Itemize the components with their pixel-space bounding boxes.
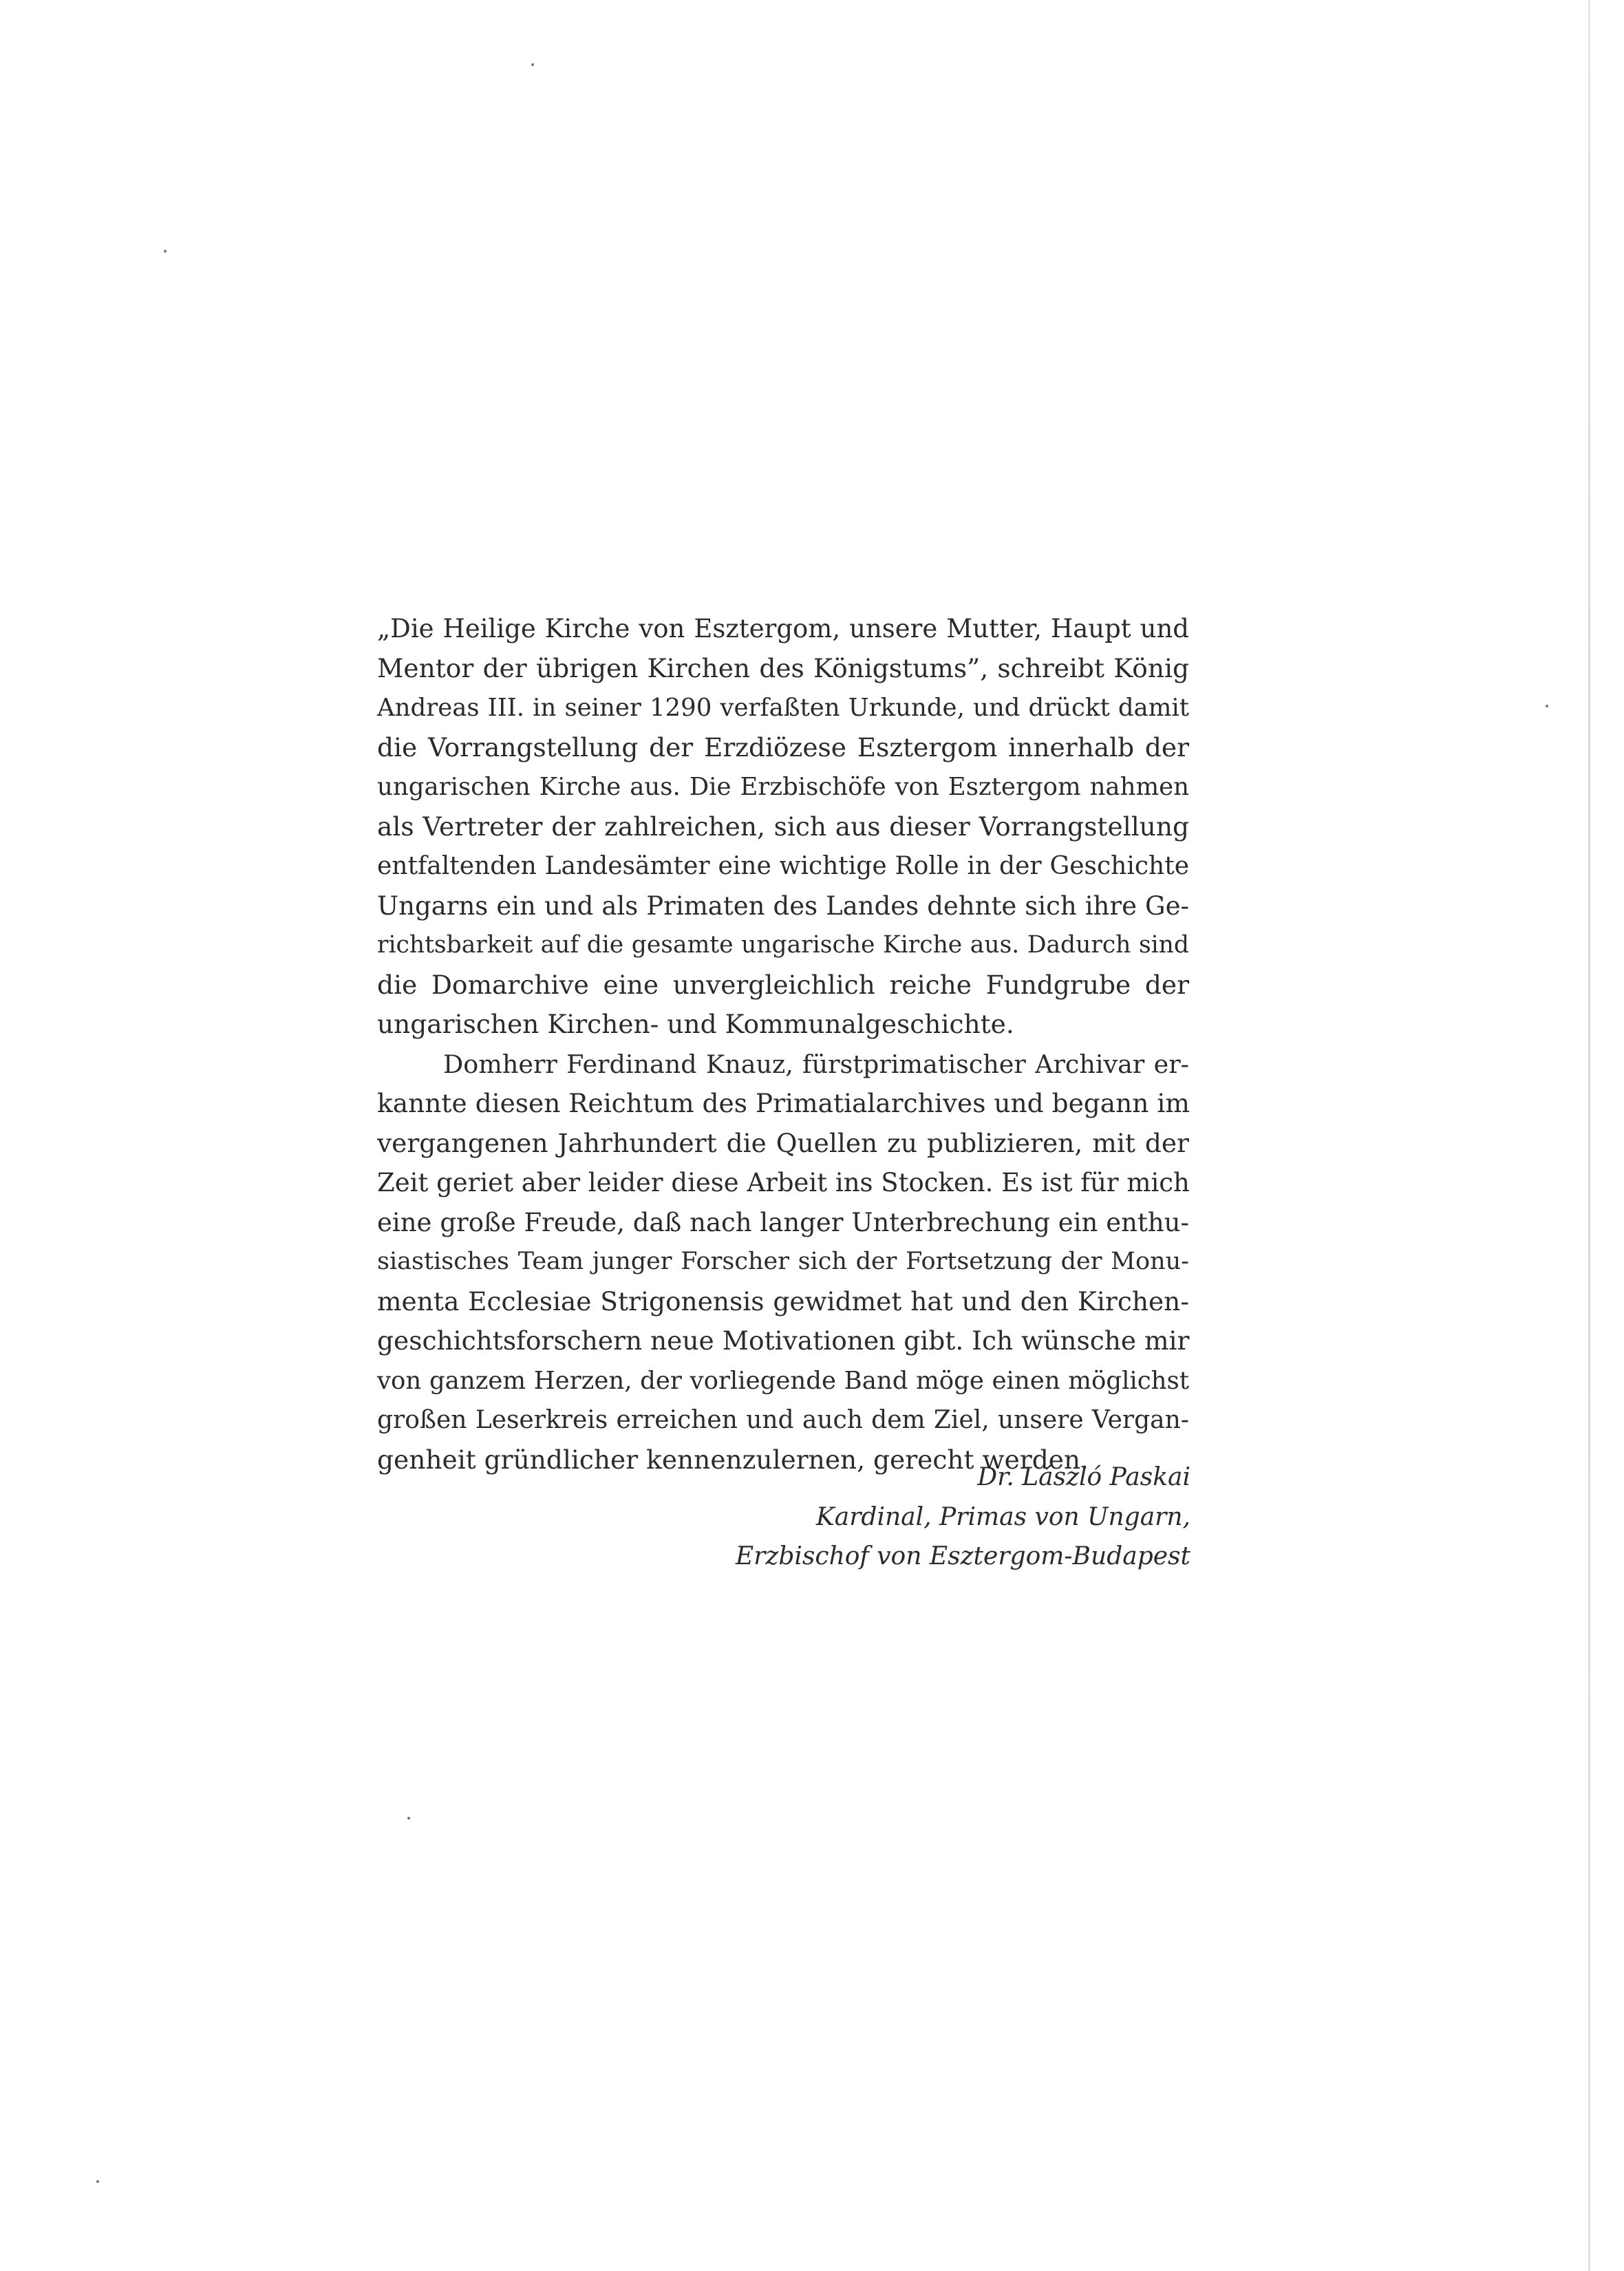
text-line: Mentor der übrigen Kirchen des Königstums”, schreibt König — [377, 652, 1189, 683]
scan-speck — [1546, 705, 1548, 707]
text-line: entfaltenden Landesämter eine wichtige Rolle in der Geschichte — [377, 852, 1189, 880]
text-line: menta Ecclesiae Strigonensis gewidmet hat und den Kirchen- — [377, 1286, 1189, 1316]
text-line: Zeit geriet aber leider diese Arbeit ins Stocken. Es ist für mich — [377, 1168, 1190, 1197]
foreword-text — [377, 609, 1189, 1480]
paragraph-2 — [377, 1045, 1189, 1480]
text-line: die Vorrangstellung der Erzdiözese Esztergom innerhalb der — [377, 732, 1189, 763]
text-line: „Die Heilige Kirche von Esztergom, unsere Mutter, Haupt und — [377, 614, 1189, 643]
text-line: die Domarchive eine unvergleichlich reiche Fundgrube der — [377, 969, 1189, 1000]
signatory-see: Erzbischof von Esztergom-Budapest — [735, 1542, 1190, 1570]
text-line: als Vertreter der zahlreichen, sich aus dieser Vorrangstellung — [377, 811, 1189, 842]
text-line: kannte diesen Reichtum des Primatialarchives und begann im — [377, 1088, 1190, 1118]
text-line: siastisches Team junger Forscher sich der Fortsetzung der Monu- — [377, 1248, 1189, 1275]
signatory-name: Dr. László Paskai — [977, 1463, 1190, 1491]
text-line: geschichtsforschern neue Motivationen gibt. Ich wünsche mir — [377, 1325, 1190, 1356]
text-line: Andreas III. in seiner 1290 verfaßten Urkunde, und drückt damit — [377, 694, 1189, 722]
text-line: Domherr Ferdinand Knauz, fürstprimatischer Archivar er- — [443, 1049, 1189, 1079]
scan-speck — [164, 250, 167, 253]
signatory-title: Kardinal, Primas von Ungarn, — [815, 1502, 1190, 1531]
paragraph-1 — [377, 609, 1189, 1045]
text-line: großen Leserkreis erreichen und auch dem Ziel, unsere Vergan- — [377, 1406, 1189, 1434]
scan-edge-shadow — [1588, 0, 1590, 2271]
text-line: genheit gründlicher kennenzulernen, gerecht werden. — [377, 1444, 1089, 1475]
text-line: von ganzem Herzen, der vorliegende Band möge einen möglichst — [377, 1366, 1189, 1395]
text-line: ungarischen Kirche aus. Die Erzbischöfe von Esztergom nahmen — [377, 773, 1189, 801]
signature-block — [729, 1458, 1190, 1577]
text-line: ungarischen Kirchen- und Kommunalgeschichte. — [377, 1009, 1014, 1039]
text-line: vergangenen Jahrhundert die Quellen zu publizieren, mit der — [377, 1127, 1189, 1158]
scan-speck — [407, 1817, 410, 1820]
text-line: Ungarns ein und als Primaten des Landes dehnte sich ihre Ge- — [377, 891, 1189, 921]
text-line: richtsbarkeit auf die gesamte ungarische Kirche aus. Dadurch sind — [377, 931, 1189, 959]
text-line: eine große Freude, daß nach langer Unterbrechung ein enthu- — [377, 1207, 1189, 1237]
scan-speck — [96, 2180, 99, 2183]
scan-speck — [531, 63, 534, 66]
